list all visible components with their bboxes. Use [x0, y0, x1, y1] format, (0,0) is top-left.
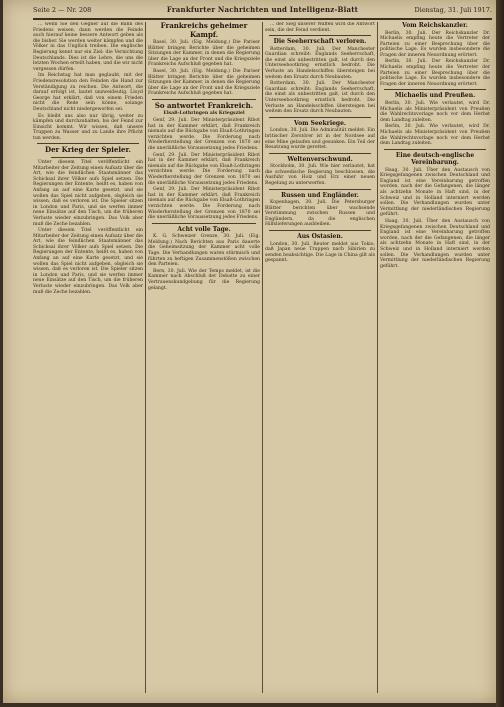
headline-michaelis-und-preussen: Michaelis und Preußen. [394, 92, 476, 100]
article-text: Es bleibt uns also nur übrig, weiter zu kämpfen und durchzuhalten, bis der Feind zur Einsicht kommt. Wir wissen, daß unsere Truppen zu Wasser und zu Lande ihre Pflicht tun werden. [33, 113, 143, 141]
headline-weltenverschwund: Weltenverschwund. [287, 155, 353, 163]
article-text: Stockholm, 30. Juli. Wie hier verlautet, hat die schwedische Regierung beschlossen, die Ausfuhr von Holz und Erz einer neuen Regelung zu unterwerfen. [265, 164, 375, 186]
column-1 [33, 22, 143, 695]
issue-date: Dienstag, 31. Juli 1917. [414, 6, 492, 14]
article-text: Unter diesem Titel veröffentlicht ein Mitarbeiter der Zeitung einen Aufsatz über die Art, wie die feindlichen Staatsmänner das Schicksal ihrer Völker aufs Spiel setzen. Die Regierungen der Entente, heißt es, haben von Anfang an auf eine Karte gesetzt, und sie wollen das Spiel nicht aufgeben, obgleich sie wissen, daß es verloren ist. Die Spieler sitzen in London und Paris, und sie werfen immer neue Einsätze auf den Tisch, um die früheren Verluste wieder einzubringen. Das Volk aber muß die Zeche bezahlen. [33, 228, 143, 295]
headline-vom-seekriege: Vom Seekriege. [293, 119, 347, 127]
article-text: ... der Sieg unserer Waffen wird die Antwort sein, die der Feind verdient. [265, 22, 375, 33]
article-text: Genf, 29. Juli. Der Ministerpräsident Ribot hat in der Kammer erklärt, daß Frankreich niemals auf die Rückgabe von Elsaß-Lothringen verzichten werde. Die Forderung nach Wiederherstellung der Grenzen von 1870 sei die unerläßliche Voraussetzung jedes Friedens. [148, 152, 260, 186]
article-text: Haag, 30. Juli. Über den Austausch von Kriegsgefangenen zwischen Deutschland und England ist eine Vereinbarung getroffen worden, nach der die Gefangenen, die länger als achtzehn Monate in Haft sind, in der Schweiz und in Holland interniert werden sollen. Die Verhandlungen wurden unter Vermittlung der niederländischen Regierung geführt. [380, 167, 490, 218]
article-text: Kopenhagen, 30. Juli. Die Petersburger Blätter berichten über wachsende Verstimmung zwischen Russen und Engländern, da die englischen Hilfslieferungen ausbleiben. [265, 200, 375, 228]
divider [269, 35, 371, 36]
headline-so-antwortet-frankreich: So antwortet Frankreich. [154, 100, 254, 110]
column-2 [148, 22, 260, 695]
article-text: Bern, 30. Juli. Wie der Temps meldet, ist die Kammer nach Abschluß der Debatte zu einer Vertrauenskundgebung für die Regierung gelangt. [148, 268, 260, 291]
divider [384, 149, 486, 150]
column-rule [377, 22, 378, 693]
article-text: London, 30. Juli. Die Admiralität meldet: Ein britischer Zerstörer ist in der Nordsee auf eine Mine gelaufen und gesunken. Ein Teil der Besatzung wurde gerettet. [265, 128, 375, 151]
headline-frankreichs-geheimer-kampf: Frankreichs geheimer Kampf. [160, 22, 248, 39]
article-text: Genf, 29. Juli. Der Ministerpräsident Ribot hat in der Kammer erklärt, daß Frankreich niemals auf die Rückgabe von Elsaß-Lothringen verzichten werde. Die Forderung nach Wiederherstellung der Grenzen von 1870 sei die unerläßliche Voraussetzung jedes Friedens. [148, 187, 260, 221]
article-text: Im Reichstag hat man geglaubt, mit der Friedensresolution den Feinden die Hand zur Verständigung zu reichen. Die Antwort, die darauf erfolgt ist, lautet unzweideutig. Lloyd George hat erklärt, daß von einem Frieden nicht die Rede sein könne, solange Deutschland nicht niedergeworfen sei. [33, 73, 143, 112]
headline-krieg-der-spieler: Der Krieg der Spieler. [45, 145, 131, 155]
divider [51, 157, 125, 158]
divider [269, 189, 371, 190]
column-4 [380, 22, 490, 695]
article-text: Berlin, 30. Juli. Der Reichskanzler Dr. Michaelis empfing heute die Vertreter der Parteien zu einer Besprechung über die politische Lage. Es wurden insbesondere die Fragen der inneren Neuordnung erörtert. [380, 30, 490, 58]
article-text: Basel, 30. Juli. (Eig. Meldung.) Die Pariser Blätter bringen Berichte über die geheimen Sitzungen der Kammer, in denen die Regierung über die Lage an der Front und die Kriegsziele Frankreichs Aufschluß gegeben hat. [148, 40, 260, 68]
column-rule [145, 22, 146, 693]
article-text: Berlin, 30. Juli. Der Reichskanzler Dr. Michaelis empfing heute die Vertreter der Parteien zu einer Besprechung über die politische Lage. Es wurden insbesondere die Fragen der inneren Neuordnung erörtert. [380, 59, 490, 87]
divider [152, 99, 256, 100]
article-text: Berlin, 30. Juli. Wie verlautet, wird Dr. Michaelis als Ministerpräsident von Preußen die Wahlrechtsvorlage noch vor dem Herbst dem Landtag zuleiten. [380, 124, 490, 147]
article-text: Unter diesem Titel veröffentlicht ein Mitarbeiter der Zeitung einen Aufsatz über die Art, wie die feindlichen Staatsmänner das Schicksal ihrer Völker aufs Spiel setzen. Die Regierungen der Entente, heißt es, haben von Anfang an auf eine Karte gesetzt, und sie wollen das Spiel nicht aufgeben, obgleich sie wissen, daß es verloren ist. Die Spieler sitzen in London und Paris, und sie werfen immer neue Einsätze auf den Tisch, um die früheren Verluste wieder einzubringen. Das Volk aber muß die Zeche bezahlen. [33, 159, 143, 227]
newspaper-title: Frankfurter Nachrichten und Intelligenz-Blatt [166, 5, 359, 14]
divider [269, 153, 371, 154]
article-text: Berlin, 30. Juli. Wie verlautet, wird Dr. Michaelis als Ministerpräsident von Preußen die Wahlrechtsvorlage noch vor dem Herbst dem Landtag zuleiten. [380, 100, 490, 123]
subheadline: Elsaß-Lothringen als Kriegsziel [163, 111, 245, 117]
article-text: K. G. Schweizer Grenze, 30. Juli. (Eig. Meldung.) Nach Berichten aus Paris dauerte die Geheimsitzung der Kammer acht volle Tage. Die Verhandlungen waren stürmisch und führten zu heftigen Zusammenstößen zwischen den Parteien. [148, 234, 260, 268]
headline-aus-ostasien: Aus Ostasien. [297, 233, 343, 241]
article-text: Rotterdam, 30. Juli. Der Manchester Guardian schreibt: Englands Seeherrschaft, die einst als unbestritten galt, ist durch den Unterseebootkrieg ernstlich bedroht. Die Verluste an Handelsschiffen übersteigen bei weitem den Ersatz durch Neubauten. [265, 81, 375, 115]
article-text: Genf, 29. Juli. Der Ministerpräsident Ribot hat in der Kammer erklärt, daß Frankreich niemals auf die Rückgabe von Elsaß-Lothringen verzichten werde. Die Forderung nach Wiederherstellung der Grenzen von 1870 sei die unerläßliche Voraussetzung jedes Friedens. [148, 118, 260, 151]
headline-vom-reichskanzler: Vom Reichskanzler. [402, 22, 468, 29]
headline-acht-volle-tage: Acht volle Tage. [177, 225, 231, 233]
divider [37, 143, 139, 144]
divider [152, 223, 256, 224]
divider [269, 117, 371, 118]
column-3 [265, 22, 375, 695]
headline-deutsch-englische-vereinbarung: Eine deutsch-englische Vereinbarung. [395, 151, 475, 167]
divider [384, 89, 486, 90]
article-text: Basel, 30. Juli. (Eig. Meldung.) Die Pariser Blätter bringen Berichte über die geheimen Sitzungen der Kammer, in denen die Regierung über die Lage an der Front und die Kriegsziele Frankreichs Aufschluß gegeben hat. [148, 68, 260, 97]
article-text: Haag, 30. Juli. Über den Austausch von Kriegsgefangenen zwischen Deutschland und England ist eine Vereinbarung getroffen worden, nach der die Gefangenen, die länger als achtzehn Monate in Haft sind, in der Schweiz und in Holland interniert werden sollen. Die Verhandlungen wurden unter Vermittlung der niederländischen Regierung geführt. [380, 219, 490, 269]
page-number: Seite 2 — Nr. 208 [33, 6, 92, 14]
headline-seeherrschaft-verloren: Die Seeherrschaft verloren. [273, 38, 367, 46]
divider [269, 230, 371, 231]
masthead [33, 4, 492, 20]
article-text: Rotterdam, 30. Juli. Der Manchester Guardian schreibt: Englands Seeherrschaft, die einst als unbestritten galt, ist durch den Unterseebootkrieg ernstlich bedroht. Die Verluste an Handelsschiffen übersteigen bei weitem den Ersatz durch Neubauten. [265, 46, 375, 80]
binding-edge [496, 0, 504, 707]
newspaper-page [3, 0, 496, 703]
headline-russen-und-englaender: Russen und Engländer. [281, 191, 359, 199]
column-rule [262, 22, 263, 693]
article-text: ... wenn Sie den Gegner auf die Bahn des Friedens weisen, dann werden die Feinde auch hierauf keine bessere Antwort geben als die bisher. Sie werden weiter kämpfen und die Völker in das Unglück treiben. Die englische Regierung kennt nur ein Ziel: die Vernichtung Deutschlands. Dies ist die Lehre, die uns die letzten Wochen erteilt haben, und die wir nicht vergessen dürfen. [33, 22, 143, 72]
article-text: London, 30. Juli. Reuter meldet aus Tokio, daß Japan neue Truppen nach Sibirien zu senden beabsichtige. Die Lage in China gilt als gespannt. [265, 241, 375, 264]
